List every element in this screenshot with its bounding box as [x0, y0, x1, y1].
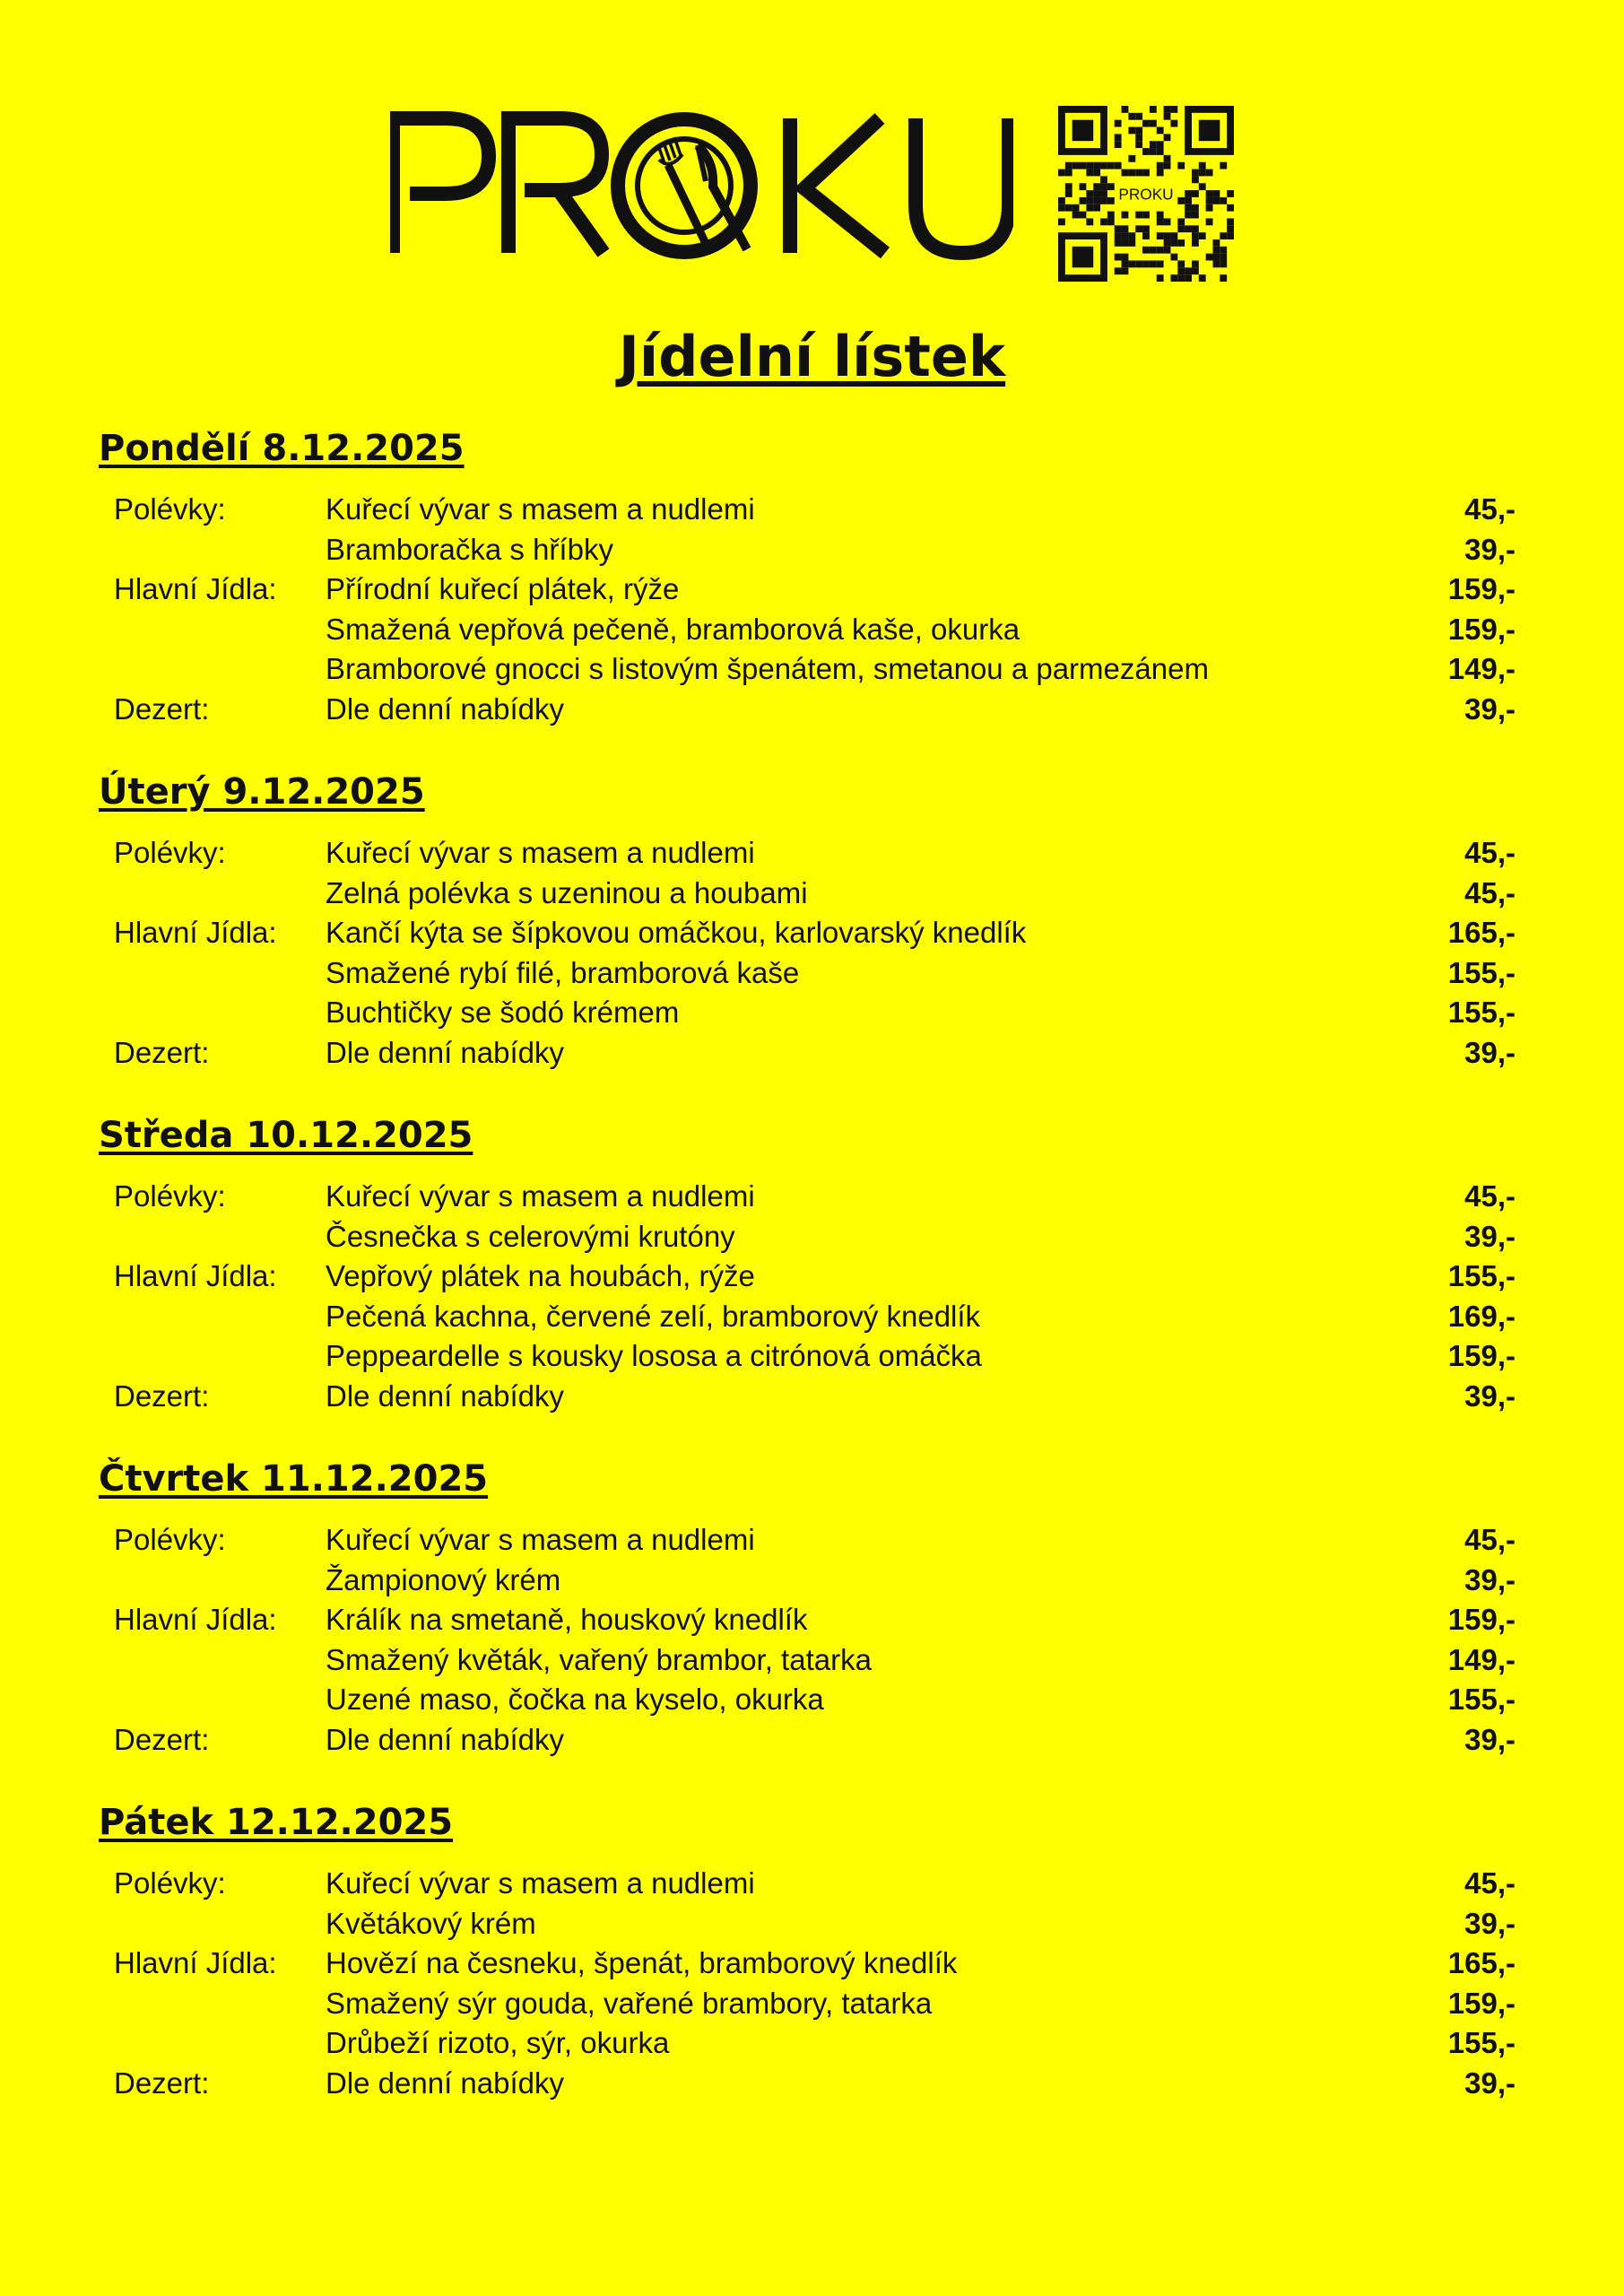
menu-category: Polévky: — [114, 1866, 226, 1900]
menu-item-price: 39,- — [1464, 1378, 1515, 1413]
menu-row — [99, 833, 1515, 874]
qr-label: PROKU — [1118, 185, 1174, 204]
menu-item-name: Smažené rybí filé, bramborová kaše — [326, 955, 800, 989]
menu-row — [99, 1377, 1515, 1417]
menu-category: Polévky: — [114, 836, 226, 869]
menu-list — [99, 1177, 1515, 1417]
menu-item-price: 39,- — [1464, 1219, 1515, 1253]
menu-row — [99, 1944, 1515, 1984]
menu-row — [99, 1561, 1515, 1601]
menu-item-price: 149,- — [1447, 652, 1515, 686]
menu-row — [99, 2064, 1515, 2104]
day-title: Pondělí 8.12.2025 — [99, 428, 465, 469]
menu-item-price: 45,- — [1464, 1523, 1515, 1556]
menu-row — [99, 649, 1515, 690]
menu-item-price: 155,- — [1447, 955, 1515, 989]
menu-row — [99, 2023, 1515, 2064]
menu-item-name: Dle denní nabídky — [326, 2066, 565, 2100]
menu-item-price: 39,- — [1464, 532, 1515, 566]
day-section — [99, 1109, 1515, 1417]
menu-row — [99, 874, 1515, 914]
menu-item-name: Kuřecí vývar s masem a nudlemi — [326, 1523, 755, 1556]
menu-item-name: Vepřový plátek na houbách, rýže — [326, 1259, 755, 1293]
menu-category: Dezert: — [114, 1378, 210, 1413]
day-title: Čtvrtek 11.12.2025 — [99, 1458, 489, 1500]
menu-row — [99, 1680, 1515, 1720]
menu-item-name: Smažený sýr gouda, vařené brambory, tatarka — [326, 1986, 933, 2020]
day-section — [99, 765, 1515, 1074]
menu-item-price: 45,- — [1464, 1866, 1515, 1900]
proku-logo — [390, 99, 1013, 278]
menu-item-price: 45,- — [1464, 875, 1515, 909]
menu-item-price: 155,- — [1447, 1259, 1515, 1293]
menu-item-name: Kuřecí vývar s masem a nudlemi — [326, 1866, 755, 1900]
menu-item-price: 39,- — [1464, 2066, 1515, 2100]
menu-item-name: Hovězí na česneku, špenát, bramborový knedlík — [326, 1946, 958, 1980]
menu-category: Dezert: — [114, 1722, 210, 1756]
day-section — [99, 422, 1515, 730]
header — [0, 99, 1624, 287]
menu-item-price: 155,- — [1447, 2026, 1515, 2060]
menu-item-name: Kuřecí vývar s masem a nudlemi — [326, 492, 755, 526]
menu-category: Dezert: — [114, 1035, 210, 1069]
menu-category: Hlavní Jídla: — [114, 572, 277, 606]
menu-list — [99, 833, 1515, 1074]
menu-item-name: Bramborové gnocci s listovým špenátem, smetanou a parmezánem — [326, 652, 1209, 686]
menu-row — [99, 1600, 1515, 1640]
menu-item-price: 149,- — [1447, 1642, 1515, 1676]
menu-category: Hlavní Jídla: — [114, 1603, 277, 1637]
menu-item-name: Dle denní nabídky — [326, 1378, 565, 1413]
menu-category: Hlavní Jídla: — [114, 1259, 277, 1293]
menu-item-price: 155,- — [1447, 1683, 1515, 1717]
menu-item-price: 39,- — [1464, 1035, 1515, 1069]
menu-item-name: Přírodní kuřecí plátek, rýže — [326, 572, 680, 606]
menu-item-name: Česnečka s celerovými krutóny — [326, 1219, 735, 1253]
menu-category: Dezert: — [114, 691, 210, 726]
menu-row — [99, 1297, 1515, 1337]
menu-row — [99, 1336, 1515, 1377]
day-section — [99, 1796, 1515, 2104]
menu-row — [99, 530, 1515, 570]
menu-item-price: 165,- — [1447, 916, 1515, 950]
menu-category: Dezert: — [114, 2066, 210, 2100]
menu-item-price: 159,- — [1447, 1339, 1515, 1373]
menu-item-price: 39,- — [1464, 1906, 1515, 1940]
fork-knife-icon — [658, 137, 747, 251]
day-title: Úterý 9.12.2025 — [99, 771, 425, 813]
menu-item-name: Uzené maso, čočka na kyselo, okurka — [326, 1683, 824, 1717]
menu-item-name: Buchtičky se šodó krémem — [326, 996, 680, 1030]
menu-item-price: 155,- — [1447, 996, 1515, 1030]
menu-row — [99, 490, 1515, 530]
menu-list — [99, 1520, 1515, 1761]
menu-item-name: Pečená kachna, červené zelí, bramborový knedlík — [326, 1299, 981, 1333]
menu-item-name: Bramboračka s hříbky — [326, 532, 613, 566]
menu-row — [99, 610, 1515, 650]
menu-item-name: Žampionový krém — [326, 1562, 561, 1596]
menu-item-price: 165,- — [1447, 1946, 1515, 1980]
menu-item-name: Králík na smetaně, houskový knedlík — [326, 1603, 808, 1637]
menu-row — [99, 1033, 1515, 1074]
menu-row — [99, 1640, 1515, 1681]
menu-row — [99, 1904, 1515, 1944]
menu-item-price: 169,- — [1447, 1299, 1515, 1333]
page-title: Jídelní lístek — [618, 324, 1006, 389]
menu-category: Polévky: — [114, 492, 226, 526]
day-title: Pátek 12.12.2025 — [99, 1802, 454, 1843]
menu-row — [99, 1257, 1515, 1297]
menu-item-name: Zelná polévka s uzeninou a houbami — [326, 875, 808, 909]
menu-item-name: Dle denní nabídky — [326, 691, 565, 726]
menu-item-price: 159,- — [1447, 572, 1515, 606]
menu-item-name: Květákový krém — [326, 1906, 536, 1940]
menu-item-name: Kančí kýta se šípkovou omáčkou, karlovarský knedlík — [326, 916, 1027, 950]
menu-category: Hlavní Jídla: — [114, 1946, 277, 1980]
menu-item-name: Smažená vepřová pečeně, bramborová kaše, okurka — [326, 612, 1020, 646]
menu-item-price: 39,- — [1464, 1562, 1515, 1596]
menu-item-name: Drůbeží rizoto, sýr, okurka — [326, 2026, 670, 2060]
menu-item-price: 159,- — [1447, 1603, 1515, 1637]
menu-item-price: 45,- — [1464, 492, 1515, 526]
menu-item-name: Dle denní nabídky — [326, 1035, 565, 1069]
menu-item-name: Dle denní nabídky — [326, 1722, 565, 1756]
menu-item-price: 39,- — [1464, 1722, 1515, 1756]
day-title: Středa 10.12.2025 — [99, 1115, 473, 1156]
menu-list — [99, 1864, 1515, 2104]
qr-code-icon[interactable] — [1058, 106, 1234, 282]
day-section — [99, 1452, 1515, 1761]
menu-category: Hlavní Jídla: — [114, 916, 277, 950]
menu-item-price: 159,- — [1447, 1986, 1515, 2020]
menu-item-name: Kuřecí vývar s masem a nudlemi — [326, 1179, 755, 1213]
menu-row — [99, 1984, 1515, 2024]
menu-item-price: 45,- — [1464, 1179, 1515, 1213]
menu-item-price: 45,- — [1464, 836, 1515, 869]
menu-category: Polévky: — [114, 1179, 226, 1213]
menu-row — [99, 570, 1515, 610]
menu-row — [99, 913, 1515, 953]
menu-list — [99, 490, 1515, 730]
menu-row — [99, 1520, 1515, 1561]
menu-row — [99, 953, 1515, 994]
menu-row — [99, 1177, 1515, 1217]
menu-item-price: 39,- — [1464, 691, 1515, 726]
menu-category: Polévky: — [114, 1523, 226, 1556]
menu-item-name: Kuřecí vývar s masem a nudlemi — [326, 836, 755, 869]
menu-row — [99, 690, 1515, 730]
menu-item-name: Smažený květák, vařený brambor, tatarka — [326, 1642, 872, 1676]
menu-row — [99, 993, 1515, 1033]
menu-row — [99, 1720, 1515, 1761]
menu-row — [99, 1217, 1515, 1257]
menu-item-price: 159,- — [1447, 612, 1515, 646]
menu-item-name: Peppeardelle s kousky lososa a citrónová omáčka — [326, 1339, 982, 1373]
menu-row — [99, 1864, 1515, 1904]
